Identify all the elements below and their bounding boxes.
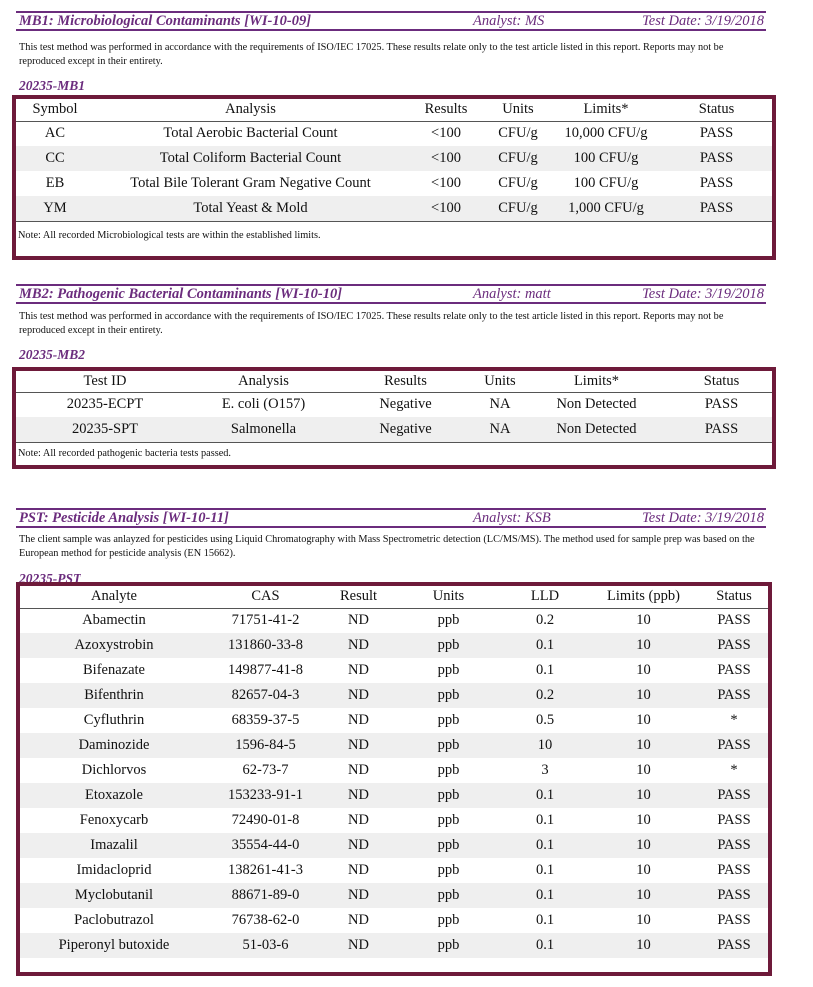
table-cell: 10 (636, 762, 651, 778)
table-cell: Myclobutanil (20, 883, 208, 908)
mb1-sample-id: 20235-MB1 (19, 78, 86, 93)
table-cell: 0.1 (535, 812, 555, 828)
mb1-results-box (12, 95, 776, 260)
table-cell: Salmonella (194, 417, 333, 442)
table-cell: ppb (437, 862, 460, 878)
table-cell: ND (323, 733, 394, 758)
table-cell: Daminozide (20, 733, 208, 758)
table-cell: ppb (394, 883, 503, 908)
mb1-header-row (16, 99, 772, 121)
pst-results-box (16, 582, 772, 976)
mb2-analyst: Analyst: matt (473, 286, 551, 302)
pst-test-date: Test Date: 3/19/2018 (642, 510, 764, 526)
table-row (20, 633, 768, 658)
table-header: Analyte (20, 586, 208, 608)
table-cell: 10 (587, 783, 700, 808)
table-cell: ppb (394, 833, 503, 858)
pst-header-row (20, 586, 768, 608)
table-row (20, 808, 768, 833)
table-cell: PASS (700, 683, 768, 708)
table-cell: ppb (437, 762, 460, 778)
table-cell: ND (323, 883, 394, 908)
table-cell: 3 (541, 762, 549, 778)
table-cell: Bifenthrin (20, 683, 208, 708)
table-cell: 71751-41-2 (231, 612, 300, 629)
table-cell: PASS (700, 633, 768, 658)
table-cell: 10 (636, 812, 651, 828)
mb2-description: This test method was performed in accordance with the requirements of ISO/IEC 17025. These results relate only to the test article listed in this report. Reports may not be reproduced except in their entirety. (19, 311, 724, 336)
table-cell: ppb (394, 783, 503, 808)
table-row (16, 417, 772, 442)
table-cell: ND (348, 712, 369, 728)
table-row (20, 908, 768, 933)
table-cell: ND (348, 912, 369, 928)
mb1-analyst: Analyst: MS (473, 13, 545, 29)
table-cell: 0.1 (535, 662, 555, 678)
table-header: Units (485, 99, 551, 121)
table-row (20, 683, 768, 708)
pst-table-body (20, 608, 768, 958)
table-cell: PASS (700, 733, 768, 758)
mb1-results-table (16, 99, 772, 249)
table-row (16, 392, 772, 417)
table-row (20, 608, 768, 633)
table-cell: ppb (437, 812, 460, 828)
table-cell: Piperonyl butoxide (20, 933, 208, 958)
table-row (16, 171, 772, 196)
table-cell: 10 (587, 683, 700, 708)
table-cell: ppb (394, 683, 503, 708)
table-cell: 72490-01-8 (231, 812, 300, 828)
table-cell: 10 (636, 862, 651, 878)
table-cell: 20235-ECPT (66, 396, 144, 413)
table-cell: 0.1 (503, 783, 587, 808)
table-row (20, 758, 768, 783)
table-cell: 0.1 (535, 912, 555, 928)
table-cell: ppb (394, 933, 503, 958)
table-cell: 10 (587, 883, 700, 908)
table-header: CAS (208, 586, 323, 608)
table-cell: 1596-84-5 (208, 733, 323, 758)
table-cell: Imazalil (20, 833, 208, 858)
table-cell: PASS (704, 396, 739, 413)
mb1-note: Note: All recorded Microbiological tests are within the established limits. (16, 221, 772, 249)
mb2-header-row (16, 371, 772, 392)
table-header: Results (407, 99, 485, 121)
table-cell: PASS (700, 883, 768, 908)
mb1-section-header (16, 11, 766, 31)
table-cell: AC (44, 125, 66, 142)
table-cell: 88671-89-0 (208, 883, 323, 908)
table-header: Limits* (551, 99, 661, 121)
mb2-section-header (16, 284, 766, 304)
table-header: Limits* (522, 371, 671, 392)
table-row (20, 658, 768, 683)
table-cell: 10 (587, 733, 700, 758)
pst-title: PST: Pesticide Analysis [WI-10-11] (19, 510, 229, 526)
table-cell: PASS (661, 196, 772, 221)
table-cell: ND (323, 633, 394, 658)
table-cell: ppb (394, 733, 503, 758)
table-cell: PASS (700, 933, 768, 958)
table-cell: ND (348, 862, 369, 878)
table-cell: 1,000 CFU/g (551, 196, 661, 221)
table-cell: PASS (717, 912, 751, 928)
table-header: Symbol (16, 99, 94, 121)
table-cell: 68359-37-5 (231, 712, 300, 728)
table-cell: * (730, 762, 738, 778)
table-cell: 10,000 CFU/g (564, 125, 648, 142)
table-cell: NA (478, 417, 522, 442)
table-cell: 138261-41-3 (228, 862, 303, 878)
table-cell: 0.1 (503, 833, 587, 858)
table-cell: CFU/g (485, 146, 551, 171)
table-cell: 0.1 (503, 933, 587, 958)
table-row (20, 833, 768, 858)
table-cell: 10 (636, 662, 651, 678)
table-cell: 0.2 (503, 683, 587, 708)
table-cell: 10 (587, 833, 700, 858)
table-cell: Fenoxycarb (79, 812, 149, 828)
table-cell: PASS (717, 862, 751, 878)
table-cell: NA (489, 396, 511, 413)
table-cell: 10 (636, 712, 651, 728)
table-cell: 76738-62-0 (231, 912, 300, 928)
table-cell: Non Detected (556, 396, 637, 413)
table-cell: Cyfluthrin (83, 712, 145, 728)
table-row (20, 783, 768, 808)
table-cell: Dichlorvos (81, 762, 147, 778)
table-cell: <100 (431, 125, 461, 142)
table-row (20, 708, 768, 733)
table-header: Test ID (16, 371, 194, 392)
table-cell: Etoxazole (20, 783, 208, 808)
table-header: Analysis (194, 371, 333, 392)
table-row (16, 121, 772, 146)
table-cell: CC (16, 146, 94, 171)
mb2-results-table (16, 371, 772, 465)
table-cell: ppb (437, 712, 460, 728)
table-cell: 82657-04-3 (208, 683, 323, 708)
table-cell: 0.1 (503, 883, 587, 908)
pst-sample-id: 20235-PST (19, 571, 82, 582)
table-cell: ppb (437, 912, 460, 928)
table-cell: 51-03-6 (208, 933, 323, 958)
table-cell: 0.1 (535, 862, 555, 878)
table-cell: Imidacloprid (76, 862, 152, 878)
table-cell: ND (348, 662, 369, 678)
mb2-results-box (12, 367, 776, 469)
table-cell: ND (348, 762, 369, 778)
table-cell: Bifenazate (83, 662, 145, 678)
table-header: Status (671, 371, 772, 392)
table-cell: CFU/g (498, 175, 538, 191)
table-cell: ND (323, 683, 394, 708)
table-cell: 20235-SPT (16, 417, 194, 442)
table-cell: CFU/g (485, 196, 551, 221)
table-row (20, 933, 768, 958)
pst-results-table (20, 586, 768, 958)
table-header: Units (478, 371, 522, 392)
table-cell: 0.2 (535, 612, 555, 629)
table-cell: <100 (431, 175, 461, 191)
table-cell: 100 CFU/g (551, 146, 661, 171)
table-cell: PASS (699, 125, 734, 142)
table-cell: ppb (437, 662, 460, 678)
table-cell: Total Bile Tolerant Gram Negative Count (130, 175, 371, 191)
table-cell: 131860-33-8 (208, 633, 323, 658)
table-cell: ND (323, 933, 394, 958)
table-row (20, 883, 768, 908)
mb2-test-date: Test Date: 3/19/2018 (642, 286, 764, 302)
table-header: Analysis (94, 99, 407, 121)
table-cell: 10 (587, 633, 700, 658)
table-cell: PASS (671, 417, 772, 442)
table-cell: ND (323, 783, 394, 808)
table-cell: Azoxystrobin (20, 633, 208, 658)
table-cell: 0.1 (503, 633, 587, 658)
table-cell: Abamectin (82, 612, 146, 629)
table-cell: ppb (394, 633, 503, 658)
table-cell: <100 (407, 146, 485, 171)
table-cell: 35554-44-0 (208, 833, 323, 858)
table-cell: EB (45, 175, 65, 191)
table-cell: 0.5 (535, 712, 555, 728)
table-header: Status (700, 586, 768, 608)
table-cell: Negative (333, 417, 478, 442)
table-cell: PASS (717, 662, 751, 678)
table-header: Status (661, 99, 772, 121)
table-cell: CFU/g (498, 125, 538, 142)
table-cell: Negative (379, 396, 432, 413)
pst-description: The client sample was anlayzed for pesticides using Liquid Chromatography with Mass Spectrometric detection (LC/MS/MS). The method used for sample prep was based on the European method for pesticide analysis (EN 15662). (19, 534, 755, 559)
table-header: Limits (ppb) (587, 586, 700, 608)
pst-analyst: Analyst: KSB (473, 510, 551, 526)
table-cell: ND (348, 812, 369, 828)
table-row (16, 146, 772, 171)
table-cell: YM (16, 196, 94, 221)
table-cell: <100 (407, 196, 485, 221)
table-cell: Non Detected (522, 417, 671, 442)
table-cell: 149877-41-8 (228, 662, 303, 678)
table-header: Units (394, 586, 503, 608)
table-cell: Total Aerobic Bacterial Count (163, 125, 338, 142)
table-cell: PASS (717, 812, 751, 828)
table-cell: 10 (587, 933, 700, 958)
table-cell: Total Yeast & Mold (94, 196, 407, 221)
table-cell: Total Coliform Bacterial Count (94, 146, 407, 171)
table-cell: ND (323, 833, 394, 858)
pst-section-header (16, 508, 766, 528)
table-header: Result (323, 586, 394, 608)
mb1-description: This test method was performed in accordance with the requirements of ISO/IEC 17025. These results relate only to the test article listed in this report. Reports may not be reproduced except in their entirety. (19, 42, 724, 67)
table-cell: PASS (700, 783, 768, 808)
mb2-note: Note: All recorded pathogenic bacteria tests passed. (16, 442, 772, 465)
mb2-sample-id: 20235-MB2 (19, 347, 86, 362)
table-cell: PASS (700, 833, 768, 858)
table-cell: * (730, 712, 738, 728)
table-cell: 62-73-7 (242, 762, 289, 778)
table-cell: Paclobutrazol (74, 912, 154, 928)
table-header: LLD (503, 586, 587, 608)
table-cell: ND (348, 612, 369, 629)
table-row (20, 858, 768, 883)
table-cell: E. coli (O157) (221, 396, 306, 413)
table-cell: PASS (699, 175, 734, 191)
table-cell: 10 (636, 912, 651, 928)
table-row (16, 196, 772, 221)
table-cell: ppb (437, 612, 460, 629)
table-cell: 153233-91-1 (208, 783, 323, 808)
table-cell: 10 (503, 733, 587, 758)
mb2-title: MB2: Pathogenic Bacterial Contaminants [WI-10-10] (19, 286, 343, 302)
table-row (20, 733, 768, 758)
table-cell: PASS (661, 146, 772, 171)
mb1-title: MB1: Microbiological Contaminants [WI-10-09] (19, 13, 312, 29)
mb1-test-date: Test Date: 3/19/2018 (642, 13, 764, 29)
table-cell: 10 (636, 612, 651, 629)
table-cell: PASS (717, 612, 751, 629)
table-header: Results (333, 371, 478, 392)
table-cell: 100 CFU/g (573, 175, 639, 191)
